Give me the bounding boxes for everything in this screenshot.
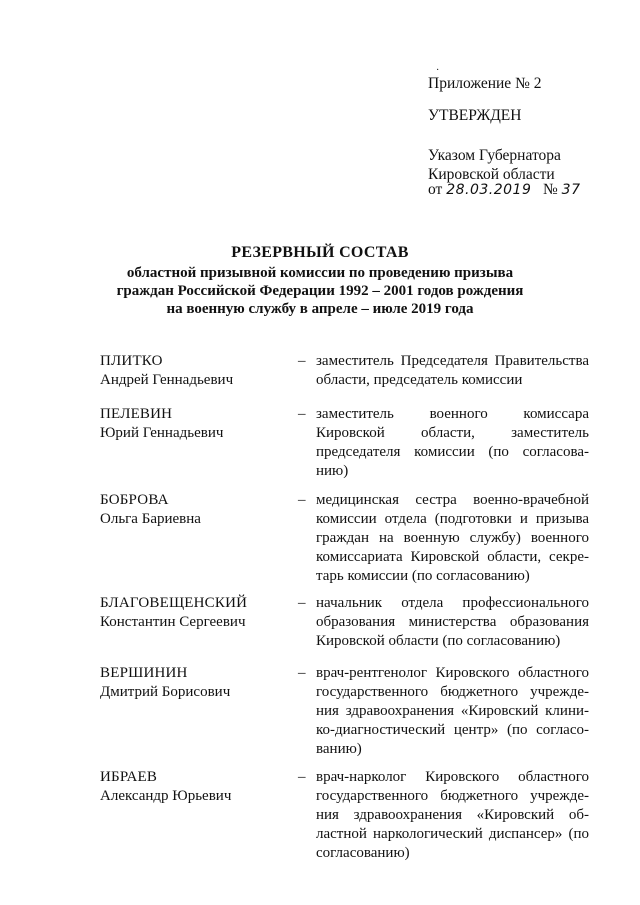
- member-dash: –: [298, 665, 306, 681]
- decree-date: 28.03.2019: [446, 182, 532, 198]
- member-given-names: Дмитрий Борисович: [100, 684, 231, 700]
- approved-label: УТВЕРЖДЕН: [428, 107, 522, 124]
- member-name: [100, 352, 300, 390]
- member-role-line: ния здравоохранения «Кировский клини-: [316, 703, 589, 719]
- member-surname: БЛАГОВЕЩЕНСКИЙ: [100, 595, 248, 611]
- member-dash: –: [298, 492, 306, 508]
- decree-date-line: [428, 180, 581, 200]
- member-role: [316, 405, 589, 481]
- member-role-line: начальник отдела профессионального: [316, 595, 589, 611]
- document-title: РЕЗЕРВНЫЙ СОСТАВ: [231, 244, 409, 261]
- member-dash: –: [298, 595, 306, 611]
- member-given-names: Александр Юрьевич: [100, 788, 232, 804]
- member-name: [100, 664, 300, 702]
- member-surname: ВЕРШИНИН: [100, 665, 188, 681]
- document-subtitle-line-2: граждан Российской Федерации 1992 – 2001 годов рождения: [116, 283, 524, 299]
- member-dash: –: [298, 769, 306, 785]
- document-subtitle-line-3: на военную службу в апреле – июле 2019 года: [166, 301, 474, 317]
- member-role-line: ластной наркологический диспансер» (по: [316, 826, 589, 842]
- member-role-line: врач-нарколог Кировского областного: [316, 769, 589, 785]
- member-role: [316, 664, 589, 759]
- member-role: [316, 491, 589, 586]
- member-given-names: Юрий Геннадьевич: [100, 425, 224, 441]
- member-dash: –: [298, 406, 306, 422]
- member-surname: ПЕЛЕВИН: [100, 406, 173, 422]
- member-surname: БОБРОВА: [100, 492, 169, 508]
- member-surname: ПЛИТКО: [100, 353, 163, 369]
- member-role: [316, 768, 589, 863]
- member-role-line: медицинская сестра военно-врачебной: [316, 492, 589, 508]
- member-given-names: Ольга Бариевна: [100, 511, 201, 527]
- scan-mark: ·: [436, 65, 440, 76]
- member-role-line: области, председатель комиссии: [316, 372, 523, 388]
- member-role-line: государственного бюджетного учрежде-: [316, 684, 589, 700]
- member-given-names: Константин Сергеевич: [100, 614, 246, 630]
- member-role: [316, 594, 589, 651]
- member-role-line: председателя комиссии (по согласова-: [316, 444, 589, 460]
- member-role-line: комиссии отдела (подготовки и призыва: [316, 511, 589, 527]
- member-role-line: Кировской области (по согласованию): [316, 633, 561, 649]
- member-role-line: ния здравоохранения «Кировский об-: [316, 807, 589, 823]
- member-name: [100, 405, 300, 443]
- member-role-line: граждан на военную службу) военного: [316, 530, 589, 546]
- member-surname: ИБРАЕВ: [100, 769, 158, 785]
- decree-line-1: Указом Губернатора: [428, 147, 561, 164]
- member-name: [100, 594, 300, 632]
- decree-from-label: от: [428, 181, 443, 198]
- member-role-line: государственного бюджетного учрежде-: [316, 788, 589, 804]
- member-role-line: заместитель военного комиссара: [316, 406, 589, 422]
- member-role-line: нию): [316, 463, 349, 479]
- member-role-line: тарь комиссии (по согласованию): [316, 568, 530, 584]
- member-role-line: ко-диагностический центр» (по согласо-: [316, 722, 589, 738]
- member-given-names: Андрей Геннадьевич: [100, 372, 234, 388]
- member-role-line: согласованию): [316, 845, 410, 861]
- decree-line-2: Кировской области: [428, 166, 555, 183]
- member-name: [100, 491, 300, 529]
- member-name: [100, 768, 300, 806]
- member-role-line: Кировской области, заместитель: [316, 425, 589, 441]
- member-role-line: комиссариата Кировской области, секре-: [316, 549, 589, 565]
- decree-number-label: №: [543, 181, 558, 198]
- member-role-line: ванию): [316, 741, 362, 757]
- appendix-label: Приложение № 2: [428, 75, 542, 92]
- member-dash: –: [298, 353, 306, 369]
- document-subtitle-line-1: областной призывной комиссии по проведению призыва: [126, 265, 514, 281]
- member-role: [316, 352, 589, 390]
- member-role-line: заместитель Председателя Правительства: [316, 353, 589, 369]
- decree-number: 37: [561, 182, 581, 198]
- member-role-line: образования министерства образования: [316, 614, 589, 630]
- member-role-line: врач-рентгенолог Кировского областного: [316, 665, 589, 681]
